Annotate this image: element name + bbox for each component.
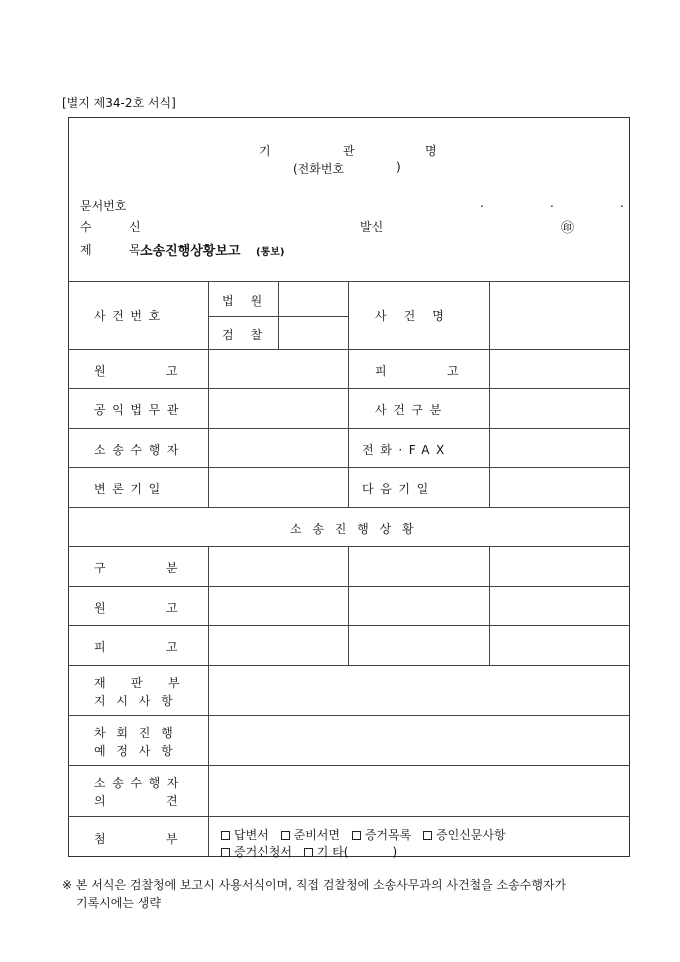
category-label: 구 [94, 561, 106, 575]
next-schedule-line1: 차회진행 [94, 726, 184, 740]
progress-plaintiff-label: 원 [94, 601, 106, 615]
case-type-label: 사건구분 [375, 403, 448, 417]
progress-title: 소송진행상황 [290, 522, 425, 536]
footer-note-line1: ※ 본 서식은 검찰청에 보고시 사용서식이며, 직접 검찰청에 소송사무과의 사건철을 소송수행자가 [62, 878, 567, 892]
attachments-row-2 [221, 843, 405, 860]
phone-close: ) [396, 160, 401, 174]
divider [348, 281, 349, 507]
divider [68, 625, 630, 626]
attachment-other[interactable]: 기 타( ) [304, 845, 397, 859]
subject-main: 소송진행상황보고 [140, 244, 241, 259]
sender-label: 발신 [360, 220, 384, 234]
divider [68, 546, 630, 547]
footer-note-line2: 기록시에는 생략 [76, 896, 161, 910]
court-instructions-line2: 지시사항 [94, 694, 184, 708]
pleading-date-label: 변론기일 [94, 482, 167, 496]
attachment-answer[interactable]: 답변서 [221, 828, 269, 842]
litigant-label: 소송수행자 [94, 443, 185, 457]
phone-label: (전화번호 [293, 162, 345, 176]
court-label: 법 원 [222, 294, 269, 308]
date-dots: . . . [480, 196, 656, 210]
divider [489, 281, 490, 507]
attachment-evidence-list[interactable]: 증거목록 [352, 828, 411, 842]
subject-label: 제 목 [80, 243, 158, 257]
divider [68, 665, 630, 666]
phone-fax-label: 전화·FAX [362, 443, 451, 457]
progress-defendant-label: 피 [94, 640, 106, 654]
progress-defendant-label-part2: 고 [166, 640, 178, 654]
agency-name-char-2: 관 [343, 144, 355, 158]
divider [68, 816, 630, 817]
category-label-part2: 분 [166, 561, 178, 575]
opinion-line2: 의 [94, 794, 106, 808]
checkbox-icon[interactable] [304, 848, 313, 857]
divider [68, 349, 630, 350]
attachments-row-1 [221, 826, 514, 843]
divider [68, 281, 630, 282]
opinion-line2-part2: 견 [166, 794, 178, 808]
divider [68, 428, 630, 429]
agency-name-char-3: 명 [425, 144, 437, 158]
divider [348, 546, 349, 665]
checkbox-icon[interactable] [221, 848, 230, 857]
next-date-label: 다음기일 [362, 482, 435, 496]
recipient-label: 수 신 [80, 220, 158, 234]
attachment-label-part2: 부 [166, 832, 178, 846]
case-name-label: 사 건 명 [375, 309, 451, 323]
progress-plaintiff-label-part2: 고 [166, 601, 178, 615]
checkbox-icon[interactable] [423, 831, 432, 840]
footer-note [62, 876, 632, 912]
divider [68, 467, 630, 468]
divider [208, 546, 209, 857]
divider [68, 765, 630, 766]
seal-mark: ㊞ [561, 221, 575, 236]
attachment-evidence-request[interactable]: 증거신청서 [221, 845, 292, 859]
checkbox-icon[interactable] [221, 831, 230, 840]
divider [278, 281, 279, 349]
attachment-brief[interactable]: 준비서면 [281, 828, 340, 842]
court-instructions-line1: 재 판 부 [94, 676, 191, 690]
attachment-label: 첨 [94, 832, 106, 846]
checkbox-icon[interactable] [352, 831, 361, 840]
public-attorney-label: 공익법무관 [94, 403, 185, 417]
divider [68, 507, 630, 508]
defendant-label: 피 [375, 364, 387, 378]
form-label: [별지 제34-2호 서식] [62, 96, 176, 110]
next-schedule-line2: 예정사항 [94, 744, 184, 758]
agency-name-char-1: 기 [259, 144, 271, 158]
plaintiff-label-part2: 고 [166, 364, 178, 378]
prosecution-label: 검 찰 [222, 328, 269, 342]
divider [489, 546, 490, 665]
plaintiff-label: 원 [94, 364, 106, 378]
opinion-line1: 소송수행자 [94, 776, 185, 790]
divider [68, 586, 630, 587]
defendant-label-part2: 고 [447, 364, 459, 378]
divider [68, 715, 630, 716]
case-number-label: 사건번호 [94, 309, 167, 323]
checkbox-icon[interactable] [281, 831, 290, 840]
divider [208, 281, 209, 507]
doc-number-label: 문서번호 [80, 199, 127, 213]
attachment-witness-questions[interactable]: 증인신문사항 [423, 828, 506, 842]
divider [68, 388, 630, 389]
subject-suffix: (통보) [256, 247, 285, 258]
